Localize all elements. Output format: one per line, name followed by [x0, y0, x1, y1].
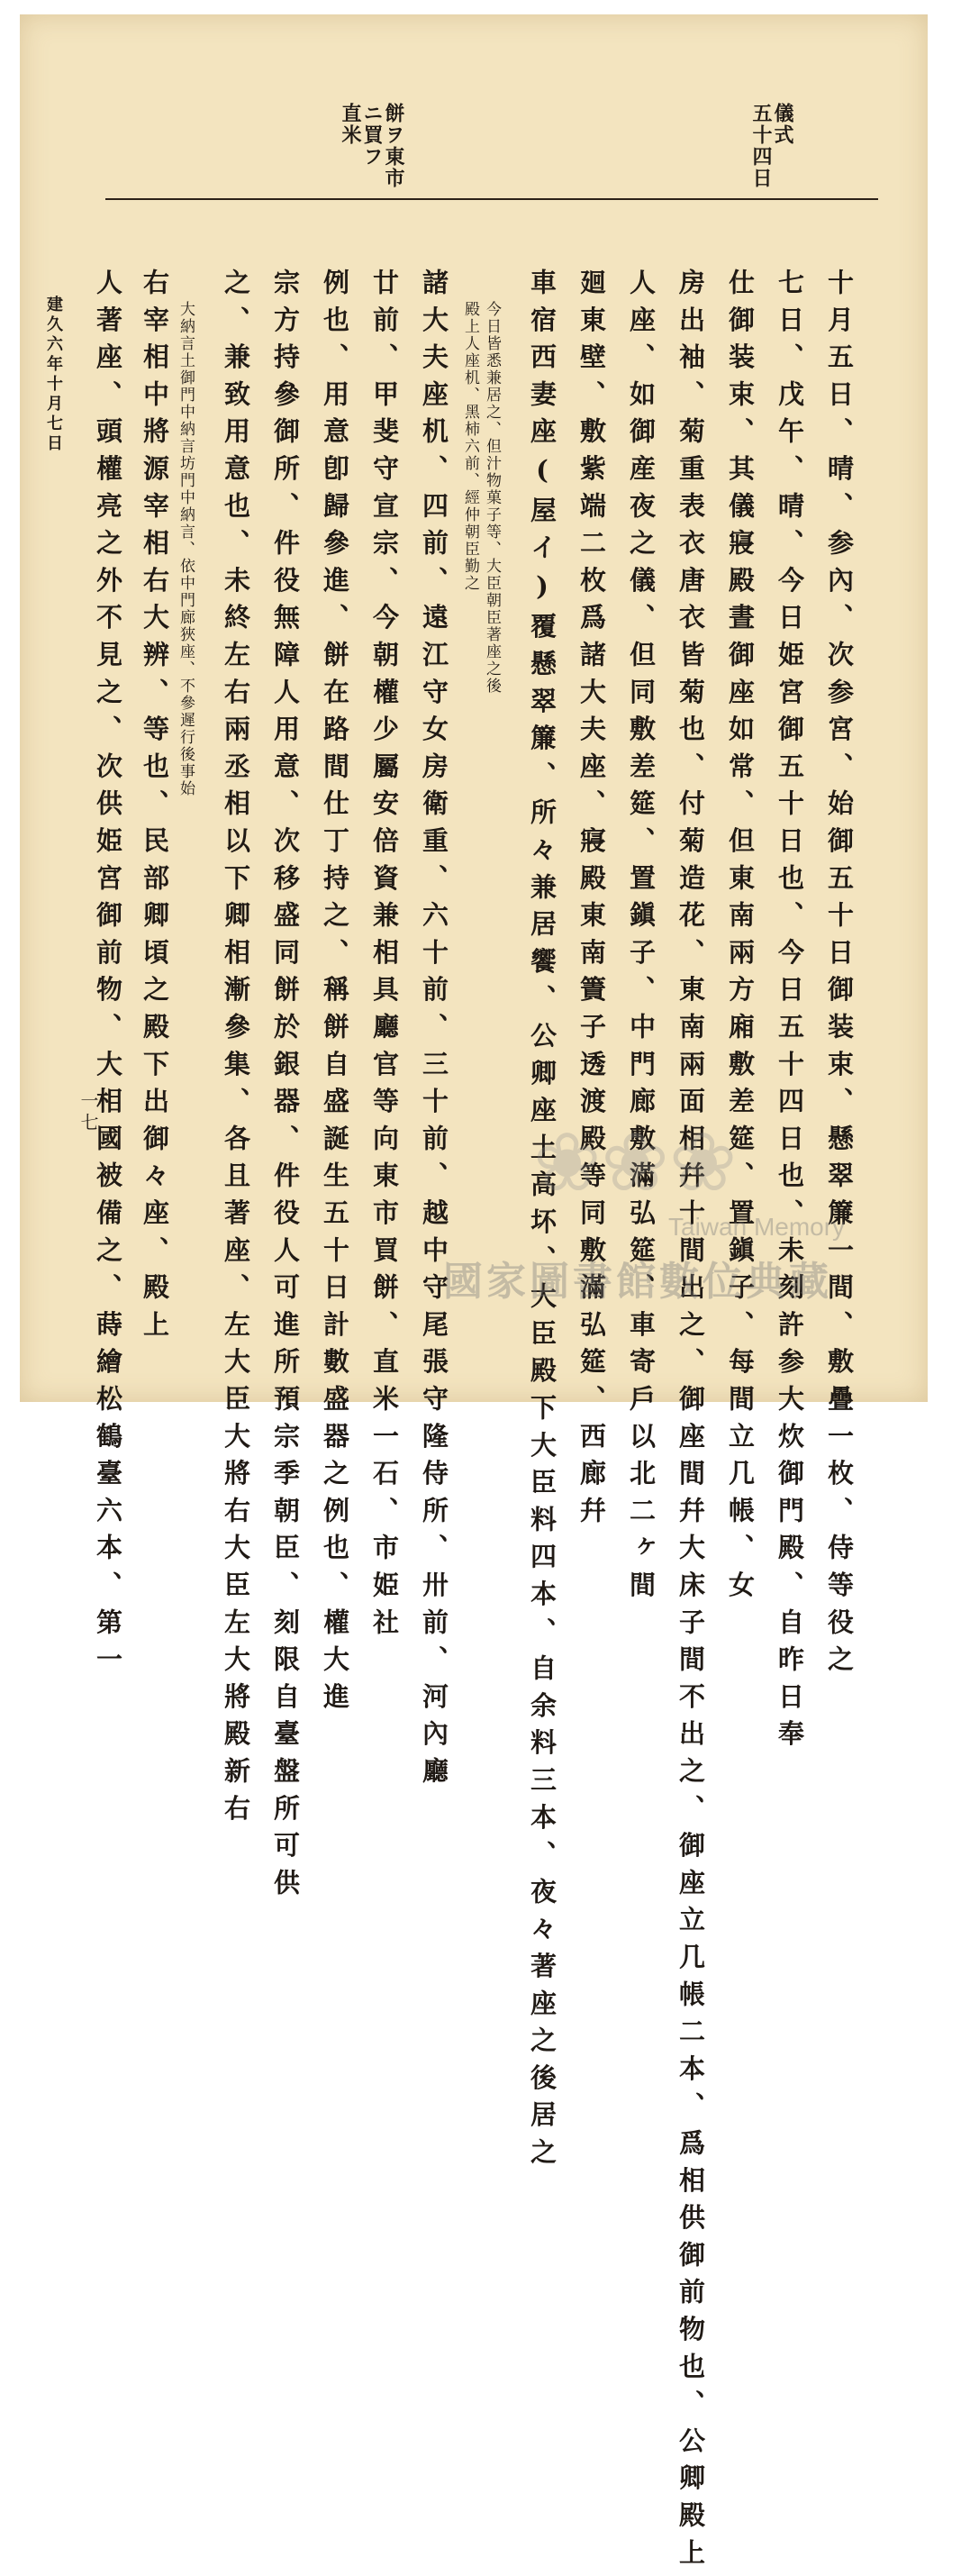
text-column-6: 廻東壁、敷紫端二枚爲諸大夫座、寢殿東南簀子透渡殿等同敷滿弘筵、西廊幷 — [576, 269, 607, 1534]
text-column-4: 房出袖、菊重表衣唐衣皆菊也、付菊造花、東南兩面相幷十間出之、御座間幷大床子間不出之、御座立几帳二本、爲相供御前物也、公卿殿上 — [675, 269, 706, 2576]
text-column-13: 宗方持參御所、件役無障人用意、次移盛同餅於銀器、件役人可進所預宗季朝臣、刻限自臺盤所可供 — [270, 269, 301, 1907]
text-column-16: 右宰相中將源宰相右大辨、等也、民部卿頃之殿下出御々座、殿上 — [140, 269, 170, 1348]
text-column-2: 七日、戊午、晴、今日姫宮御五十日也、今日五十四日也、未刻許参大炊御門殿、自昨日奉 — [775, 269, 805, 1757]
text-column-1: 十月五日、晴、参內、次参宮、始御五十日御装束、懸翠簾一間、敷疊一枚、侍等役之 — [824, 269, 855, 1683]
text-column-10: 諸大夫座机、四前、遠江守女房衛重、六十前、三十前、越中守尾張守隆侍所、卅前、河內廳 — [419, 269, 449, 1795]
text-column-15: 大納言土御門中納言坊門中納言、依中門廊狹座、不參遲行後事始 — [177, 301, 195, 797]
text-column-11: 廿前、甲斐守宣宗、今朝權少屬安倍資兼相具廳官等向東市買餅、直米一石、市姫社 — [369, 269, 400, 1646]
watermark-text: 國家圖書館數位典藏 — [443, 1259, 832, 1305]
header-right-line1: 儀式 — [771, 103, 794, 146]
header-divider — [105, 198, 878, 200]
header-left-line3: 直米 — [339, 103, 362, 146]
header-right-line2: 五十四日 — [749, 103, 773, 189]
text-column-12: 例也、用意卽歸參進、餅在路間仕丁持之、稱餅自盛誕生五十日計數盛器之例也、權大進 — [320, 269, 350, 1720]
document-page — [20, 14, 928, 2576]
page-number: 一七 — [77, 1091, 99, 1134]
text-column-17: 人著座、頭權亮之外不見之、次供姫宮御前物、大相國被備之、蒔繪松鶴臺六本、第一 — [93, 269, 123, 1683]
text-column-3: 仕御装束、其儀寢殿晝御座如常、但東南兩方廂敷差筵、置鎭子、每間立几帳、女 — [725, 269, 756, 1608]
text-column-14: 之、兼致用意也、未終左右兩丞相以下卿相漸參集、各且著座、左大臣大將右大臣左大將殿新右 — [221, 269, 251, 1832]
text-column-9: 殿上人座机、黑柿六前、經仲朝臣勤之 — [461, 301, 479, 592]
text-column-8: 今日皆悉兼居之、但汁物菓子等、大臣朝臣著座之後 — [483, 301, 501, 695]
header-left-line1: 餅ヲ東市 — [382, 103, 405, 189]
footer-date: 建久六年十月七日 — [44, 296, 63, 454]
watermark-ornament: ❀❀❀ — [533, 1115, 738, 1210]
header-left-line2: ニ買フ — [360, 103, 384, 168]
text-column-7: 車宿西妻座(屋イ)覆懸翠簾、所々兼居饗、公卿座土高坏、大臣殿下大臣料四本、自余料三本、夜々著座之後居之 — [527, 269, 558, 2176]
watermark-latin: Taiwan Memory — [668, 1213, 846, 1241]
text-column-5: 人座、如御産夜之儀、但同敷差筵、置鎭子、中門廊敷滿弘筵、車寄戶以北二ヶ間 — [626, 269, 657, 1608]
